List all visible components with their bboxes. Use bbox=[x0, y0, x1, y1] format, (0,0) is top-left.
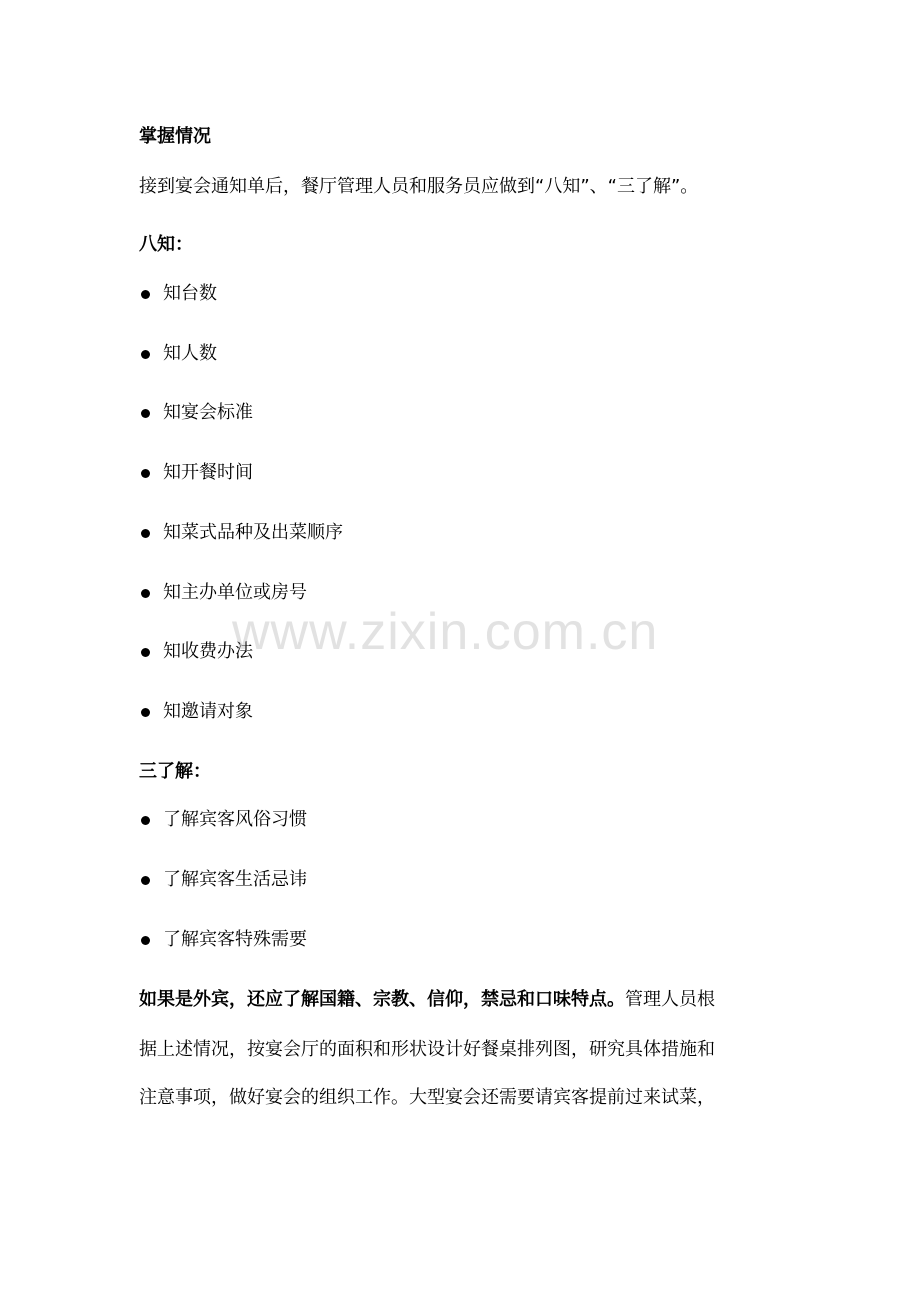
list-item-text: 知宴会标准 bbox=[163, 402, 253, 423]
bullet-icon bbox=[141, 469, 150, 478]
list-item bbox=[139, 521, 343, 545]
site-watermark: www.zixin.com.cn bbox=[232, 603, 659, 661]
list-item bbox=[139, 342, 217, 366]
bullet-icon bbox=[141, 529, 150, 538]
list-item-text: 了解宾客风俗习惯 bbox=[163, 809, 307, 830]
bullet-icon bbox=[141, 648, 150, 657]
list-item bbox=[139, 461, 253, 485]
bullet-icon bbox=[141, 876, 150, 885]
intro-paragraph: 接到宴会通知单后，餐厅管理人员和服务员应做到“八知”、“三了解”。 bbox=[139, 176, 699, 197]
list-item bbox=[139, 808, 307, 832]
list-item bbox=[139, 928, 307, 952]
list-item-text: 知开餐时间 bbox=[163, 462, 253, 483]
list-item-text: 了解宾客生活忌讳 bbox=[163, 869, 307, 890]
bullet-icon bbox=[141, 589, 150, 598]
bullet-icon bbox=[141, 708, 150, 717]
closing-bold-text: 如果是外宾，还应了解国籍、宗教、信仰，禁忌和口味特点。 bbox=[139, 989, 625, 1010]
bazhi-title: 八知： bbox=[139, 234, 193, 255]
list-item-text: 知收费办法 bbox=[163, 641, 253, 662]
list-item bbox=[139, 401, 253, 425]
bullet-icon bbox=[141, 290, 150, 299]
bullet-icon bbox=[141, 936, 150, 945]
closing-paragraph-line-2: 据上述情况，按宴会厅的面积和形状设计好餐桌排列图，研究具体措施和 bbox=[139, 1039, 715, 1060]
list-item-text: 知菜式品种及出菜顺序 bbox=[163, 522, 343, 543]
list-item bbox=[139, 282, 217, 306]
list-item bbox=[139, 868, 307, 892]
list-item-text: 知主办单位或房号 bbox=[163, 582, 307, 603]
list-item-text: 知邀请对象 bbox=[163, 701, 253, 722]
closing-paragraph-line-3: 注意事项，做好宴会的组织工作。大型宴会还需要请宾客提前过来试菜， bbox=[139, 1087, 715, 1108]
closing-paragraph-line-1 bbox=[139, 988, 715, 1012]
section-heading: 掌握情况 bbox=[139, 126, 211, 147]
list-item-text: 知人数 bbox=[163, 343, 217, 364]
bullet-icon bbox=[141, 350, 150, 359]
bullet-icon bbox=[141, 409, 150, 418]
closing-text: 管理人员根 bbox=[625, 989, 715, 1010]
list-item bbox=[139, 700, 253, 724]
list-item-text: 知台数 bbox=[163, 283, 217, 304]
list-item-text: 了解宾客特殊需要 bbox=[163, 929, 307, 950]
bullet-icon bbox=[141, 816, 150, 825]
sanliaojie-title: 三了解： bbox=[139, 761, 211, 782]
